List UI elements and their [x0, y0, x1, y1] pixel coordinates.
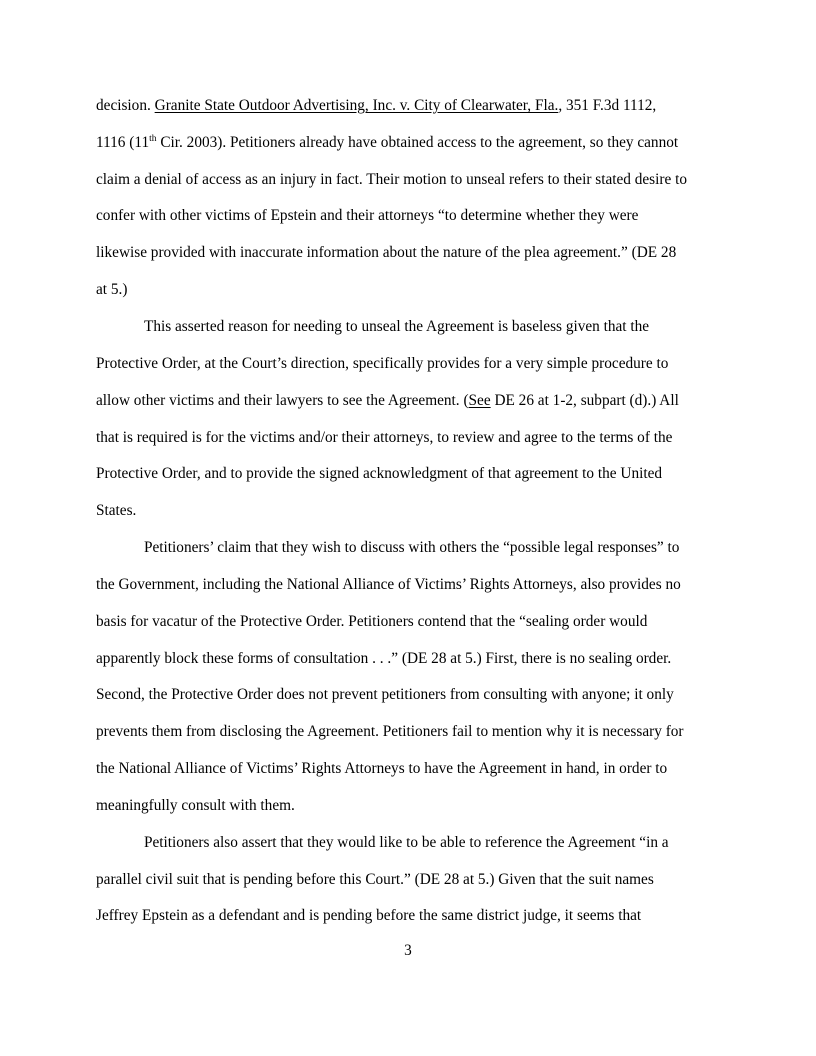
paragraph-3-line-6: prevents them from disclosing the Agreement. Petitioners fail to mention why it is necessary for	[96, 723, 684, 740]
paragraph-2-line-5: Protective Order, and to provide the signed acknowledgment of that agreement to the United	[96, 465, 663, 482]
paragraph-3-line-7: the National Alliance of Victims’ Rights Attorneys to have the Agreement in hand, in order to	[96, 760, 668, 777]
paragraph-3-line-2: the Government, including the National Alliance of Victims’ Rights Attorneys, also provides no	[96, 576, 681, 593]
text-segment: , 351 F.3d 1112,	[558, 97, 657, 114]
case-citation: Granite State Outdoor Advertising, Inc. v. City of Clearwater, Fla.	[154, 97, 559, 114]
text-segment: DE 26 at 1-2, subpart (d).) All	[490, 392, 679, 409]
paragraph-3-line-8: meaningfully consult with them.	[96, 797, 295, 814]
ordinal-superscript: th	[149, 134, 157, 144]
page-number: 3	[404, 942, 412, 959]
paragraph-2-line-3	[96, 392, 679, 410]
paragraph-1-line-2	[96, 134, 678, 154]
text-segment: 1116 (11	[96, 134, 150, 151]
paragraph-3-line-4: apparently block these forms of consultation . . .” (DE 28 at 5.) First, there is no sealing order.	[96, 650, 672, 667]
text-segment: allow other victims and their lawyers to see the Agreement. (	[96, 392, 469, 409]
see-signal: See	[468, 392, 491, 409]
paragraph-1-line-5: likewise provided with inaccurate information about the nature of the plea agreement.” (DE 28	[96, 244, 677, 261]
paragraph-2-line-1: This asserted reason for needing to unseal the Agreement is baseless given that the	[144, 318, 650, 335]
paragraph-1-line-6: at 5.)	[96, 281, 128, 298]
paragraph-4-line-1: Petitioners also assert that they would like to be able to reference the Agreement “in a	[144, 834, 669, 851]
paragraph-4-line-3: Jeffrey Epstein as a defendant and is pending before the same district judge, it seems that	[96, 907, 642, 924]
paragraph-2-line-4: that is required is for the victims and/or their attorneys, to review and agree to the terms of the	[96, 429, 673, 446]
paragraph-3-line-5: Second, the Protective Order does not prevent petitioners from consulting with anyone; it only	[96, 686, 674, 703]
paragraph-3-line-3: basis for vacatur of the Protective Order. Petitioners contend that the “sealing order would	[96, 613, 648, 630]
paragraph-2-line-6: States.	[96, 502, 137, 519]
paragraph-3-line-1: Petitioners’ claim that they wish to discuss with others the “possible legal responses” to	[144, 539, 680, 556]
paragraph-1-line-3: claim a denial of access as an injury in fact. Their motion to unseal refers to their stated desire to	[96, 171, 687, 188]
paragraph-2-line-2: Protective Order, at the Court’s direction, specifically provides for a very simple procedure to	[96, 355, 669, 372]
paragraph-4-line-2: parallel civil suit that is pending before this Court.” (DE 28 at 5.) Given that the suit names	[96, 871, 654, 888]
text-segment: decision.	[96, 97, 155, 114]
paragraph-1-line-4: confer with other victims of Epstein and their attorneys “to determine whether they were	[96, 207, 639, 224]
paragraph-1-line-1	[96, 97, 656, 115]
text-segment: Cir. 2003). Petitioners already have obtained access to the agreement, so they cannot	[156, 134, 679, 151]
